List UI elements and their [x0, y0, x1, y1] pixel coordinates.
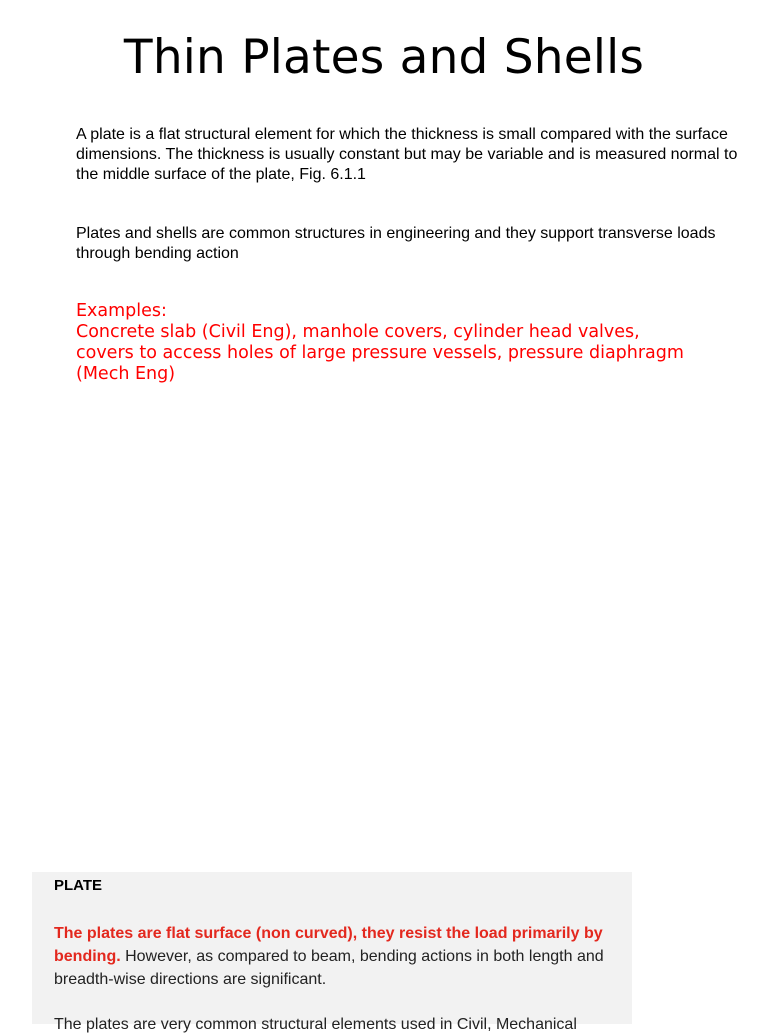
- examples-line: covers to access holes of large pressure vessels, pressure diaphragm: [76, 343, 684, 363]
- plate-lead-text: The plates are flat surface (non curved), they resist the load primarily by bending.: [54, 925, 603, 965]
- usage-paragraph: Plates and shells are common structures in engineering and they support transverse loads through bending action: [76, 225, 716, 262]
- plate-next-paragraph: The plates are very common structural elements used in Civil, Mechanical: [54, 1016, 577, 1033]
- definition-paragraph: A plate is a flat structural element for which the thickness is small compared with the surface dimensions. The thickness is usually constant but may be variable and is measured normal to the middle surface of the plate, Fig. 6.1.1: [76, 126, 738, 183]
- examples-line: Concrete slab (Civil Eng), manhole covers, cylinder head valves,: [76, 322, 640, 342]
- plate-description: [54, 922, 626, 991]
- examples-block: [76, 301, 756, 385]
- plate-rest-text: However, as compared to beam, bending actions in both length and breadth-wise directions are significant.: [54, 948, 604, 988]
- page-title: Thin Plates and Shells: [123, 30, 645, 85]
- plate-heading: PLATE: [54, 877, 103, 894]
- plate-excerpt-image: [32, 872, 632, 1033]
- examples-heading: Examples:: [76, 301, 167, 321]
- examples-line: (Mech Eng): [76, 364, 176, 384]
